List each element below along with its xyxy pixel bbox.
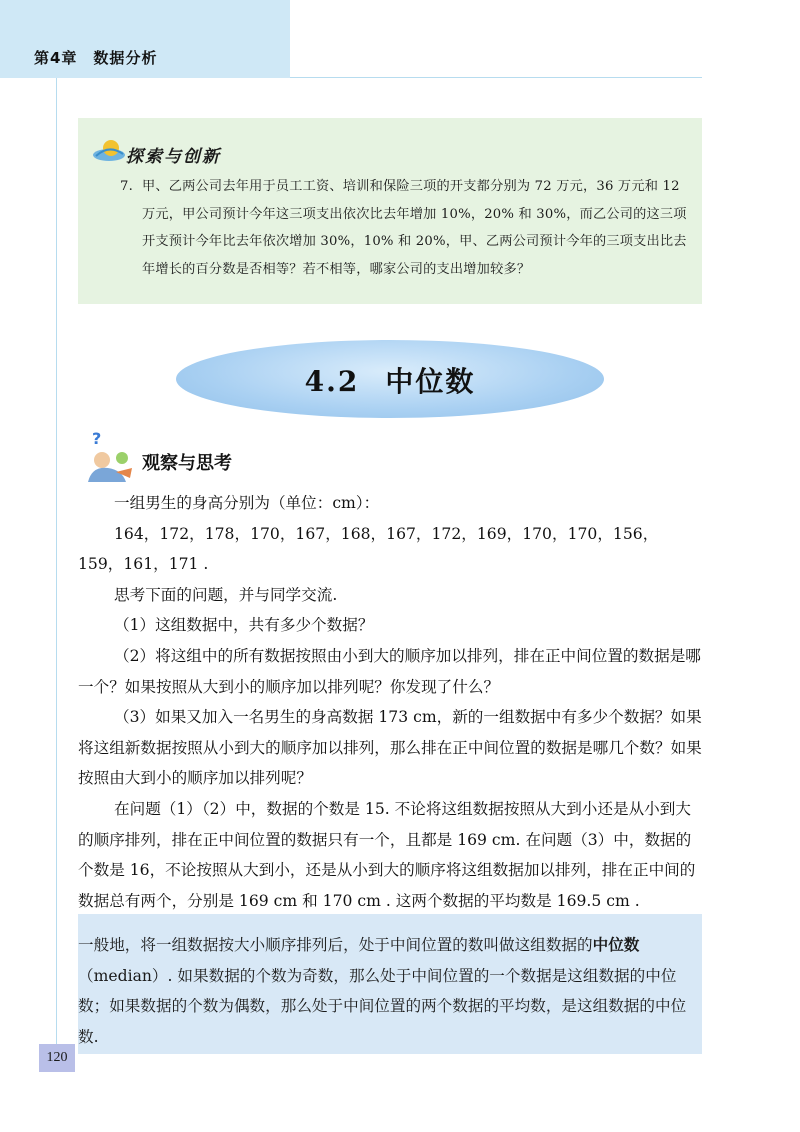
section-heading: [176, 360, 604, 400]
question-text: 甲、乙两公司去年用于员工工资、培训和保险三项的开支都分别为 72 万元，36 万元和 12万元，甲公司预计今年这三项支出依次比去年增加 10%，20% 和 30%，而乙公司的这三项开支预计今年比去年依次增加 30%，10% 和 20%，甲、乙两公司预计今年的三项支出比去年增长的百分数是否相等？若不相等，哪家公司的支出增加较多？: [142, 179, 687, 277]
question-2: （2）将这组中的所有数据按照由小到大的顺序加以排列，排在正中间位置的数据是哪一个？如果按照从大到小的顺序加以排列呢？你发现了什么？: [78, 646, 701, 696]
observe-title: 观察与思考: [142, 453, 232, 474]
section-title: 中位数: [385, 365, 476, 398]
question-number: 7.: [120, 179, 133, 194]
observe-icon: [78, 428, 136, 484]
explore-box: [78, 118, 702, 304]
chapter-title: 第4章 数据分析: [34, 49, 158, 67]
main-content: [78, 488, 702, 916]
page-number: 120: [39, 1044, 75, 1072]
question-3: （3）如果又加入一名男生的身高数据 173 cm，新的一组数据中有多少个数据？如果将这组新数据按照从小到大的顺序加以排列，那么排在正中间位置的数据是哪几个数？如果按照由大到小的顺序加以排列呢？: [78, 708, 702, 788]
svg-text:?: ?: [92, 429, 102, 448]
answer-text: 在问题（1）（2）中，数据的个数是 15. 不论将这组数据按照从大到小还是从小到大的顺序排列，排在正中间位置的数据只有一个，且都是 169 cm. 在问题（3）中，数据的个数是 16，不论按照从大到小，还是从小到大的顺序将这组数据加以排列，排在正中间的数据总有两个，分别是 169 cm 和 170 cm . 这两个数据的平均数是 169.5 cm .: [78, 799, 696, 910]
chapter-header: [0, 0, 290, 78]
definition-box: [78, 914, 702, 1054]
definition-after: （median）. 如果数据的个数为奇数，那么处于中间位置的一个数据是这组数据的中位数；如果数据的个数为偶数，那么处于中间位置的两个数据的平均数，是这组数据的中位数.: [78, 966, 687, 1046]
definition-term: 中位数: [592, 936, 640, 954]
explore-question: [120, 173, 690, 283]
prompt-text: 思考下面的问题，并与同学交流.: [114, 585, 338, 604]
definition-text: [78, 930, 702, 1052]
height-data: 164，172，178，170，167，168，167，172，169，170，170，156，159，161，171 .: [78, 524, 659, 574]
header-divider: [290, 77, 702, 78]
section-number: 4.2: [304, 365, 360, 398]
intro-text: 一组男生的身高分别为（单位：cm）：: [114, 494, 380, 512]
margin-rule: [56, 78, 57, 1053]
definition-before: 一般地，将一组数据按大小顺序排列后，处于中间位置的数叫做这组数据的: [78, 936, 593, 954]
explore-title: 探索与创新: [126, 147, 221, 167]
question-1: （1）这组数据中，共有多少个数据？: [114, 616, 374, 635]
explore-icon: [92, 136, 126, 166]
